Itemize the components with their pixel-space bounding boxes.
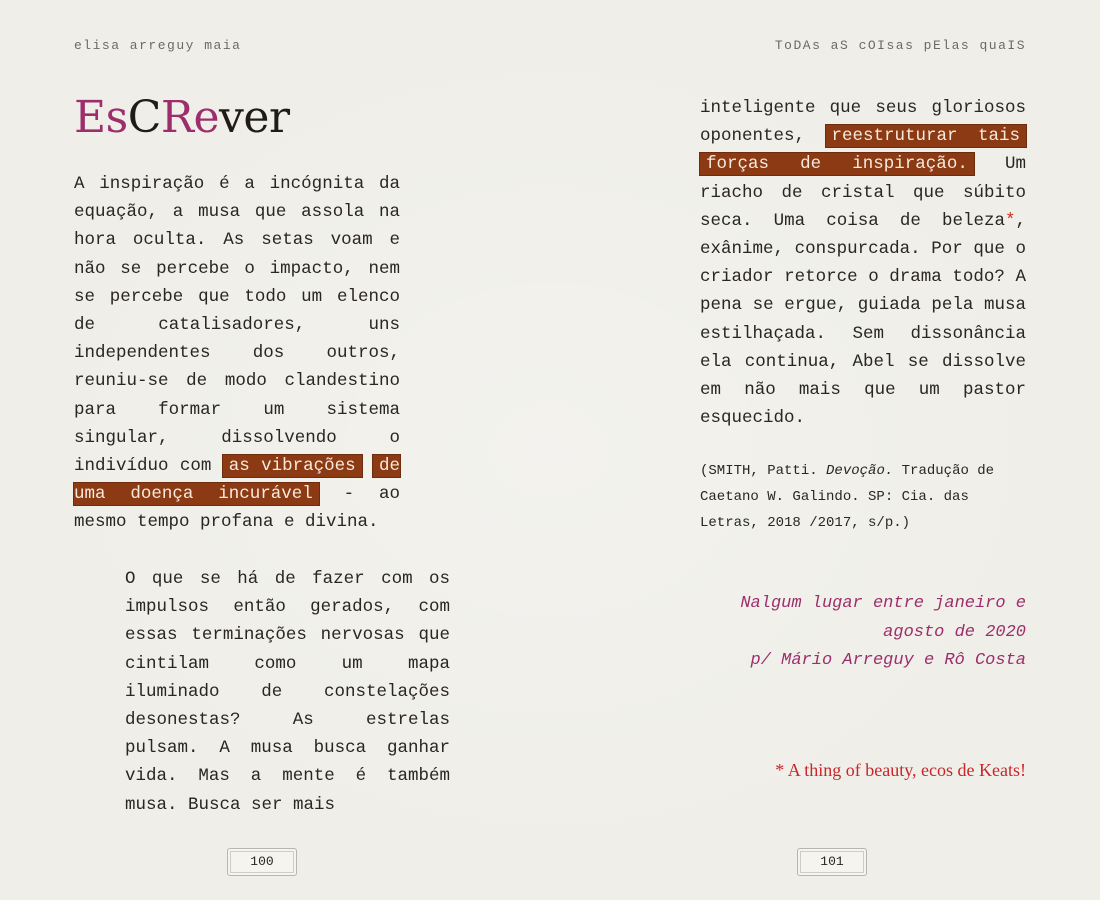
title-part-ver: ver	[219, 92, 290, 143]
citation	[700, 458, 1026, 536]
running-head-book-title: ToDAs aS cOIsas pElas quaIS	[774, 38, 1026, 53]
footnote: * A thing of beauty, ecos de Keats!	[775, 760, 1026, 780]
title-part-re: Re	[160, 92, 220, 143]
dedication-line-2: agosto de 2020	[883, 622, 1026, 642]
highlight-as-vibracoes: as vibrações	[223, 455, 362, 477]
right-paragraph-1	[700, 94, 1026, 432]
page-number-left: 100	[227, 848, 297, 876]
dedication-line-3: p/ Mário Arreguy e Rô Costa	[750, 651, 1026, 670]
citation-details: Tradução de Caetano W. Galindo. SP: Cia. das Letras, 2018 /2017, s/p.)	[700, 463, 995, 531]
highlight-forcas-de-inspiracao: forças de inspiração.	[700, 153, 974, 175]
citation-work: Devoção.	[826, 463, 894, 479]
left-paragraph-2: O que se há de fazer com os impulsos então gerados, com essas terminações nervosas que cintilam como um mapa iluminado de constelações desonestas? As estrelas pulsam. A musa busca ganhar vida. Mas a mente é também musa. Busca ser mais	[125, 569, 450, 815]
left-paragraph-1-text: A inspiração é a incógnita da equação, a musa que assola na hora oculta. As setas voam e não se percebe o impacto, nem se percebe que todo um elenco de catalisadores, uns independentes dos outros, reuniu-se de modo clandestino para formar um sistema singular, dissolvendo o indivíduo com	[74, 174, 400, 477]
right-paragraph-1-start: inteligente que seus gloriosos oponentes,	[700, 98, 1026, 147]
chapter-title	[74, 92, 289, 144]
citation-author: (SMITH, Patti.	[700, 463, 818, 479]
title-part-es: Es	[74, 92, 128, 143]
right-paragraph-1-end: , exânime, conspurcada. Por que o criador retorce o drama todo? A pena se ergue, guiada pela musa estilhaçada. Sem dissonância ela continua, Abel se dissolve em não mais que um pastor esquecido.	[700, 210, 1026, 429]
footnote-asterisk: *	[1004, 210, 1016, 231]
left-paragraph-1-tail: - ao mesmo tempo profana e divina.	[74, 484, 400, 533]
page-number-right: 101	[797, 848, 867, 876]
highlight-doenca-incuravel: de uma doença incurável	[74, 456, 400, 505]
right-paragraph-1-mid: Um riacho de cristal que súbito seca. Uma coisa de beleza	[700, 154, 1026, 231]
running-head-author: elisa arreguy maia	[74, 38, 242, 53]
dedication	[700, 590, 1026, 676]
left-paragraph-1	[74, 170, 400, 537]
highlight-reestruturar: reestruturar tais	[826, 125, 1027, 147]
dedication-line-1: Nalgum lugar entre janeiro e	[740, 594, 1026, 613]
title-part-c: C	[127, 92, 161, 143]
